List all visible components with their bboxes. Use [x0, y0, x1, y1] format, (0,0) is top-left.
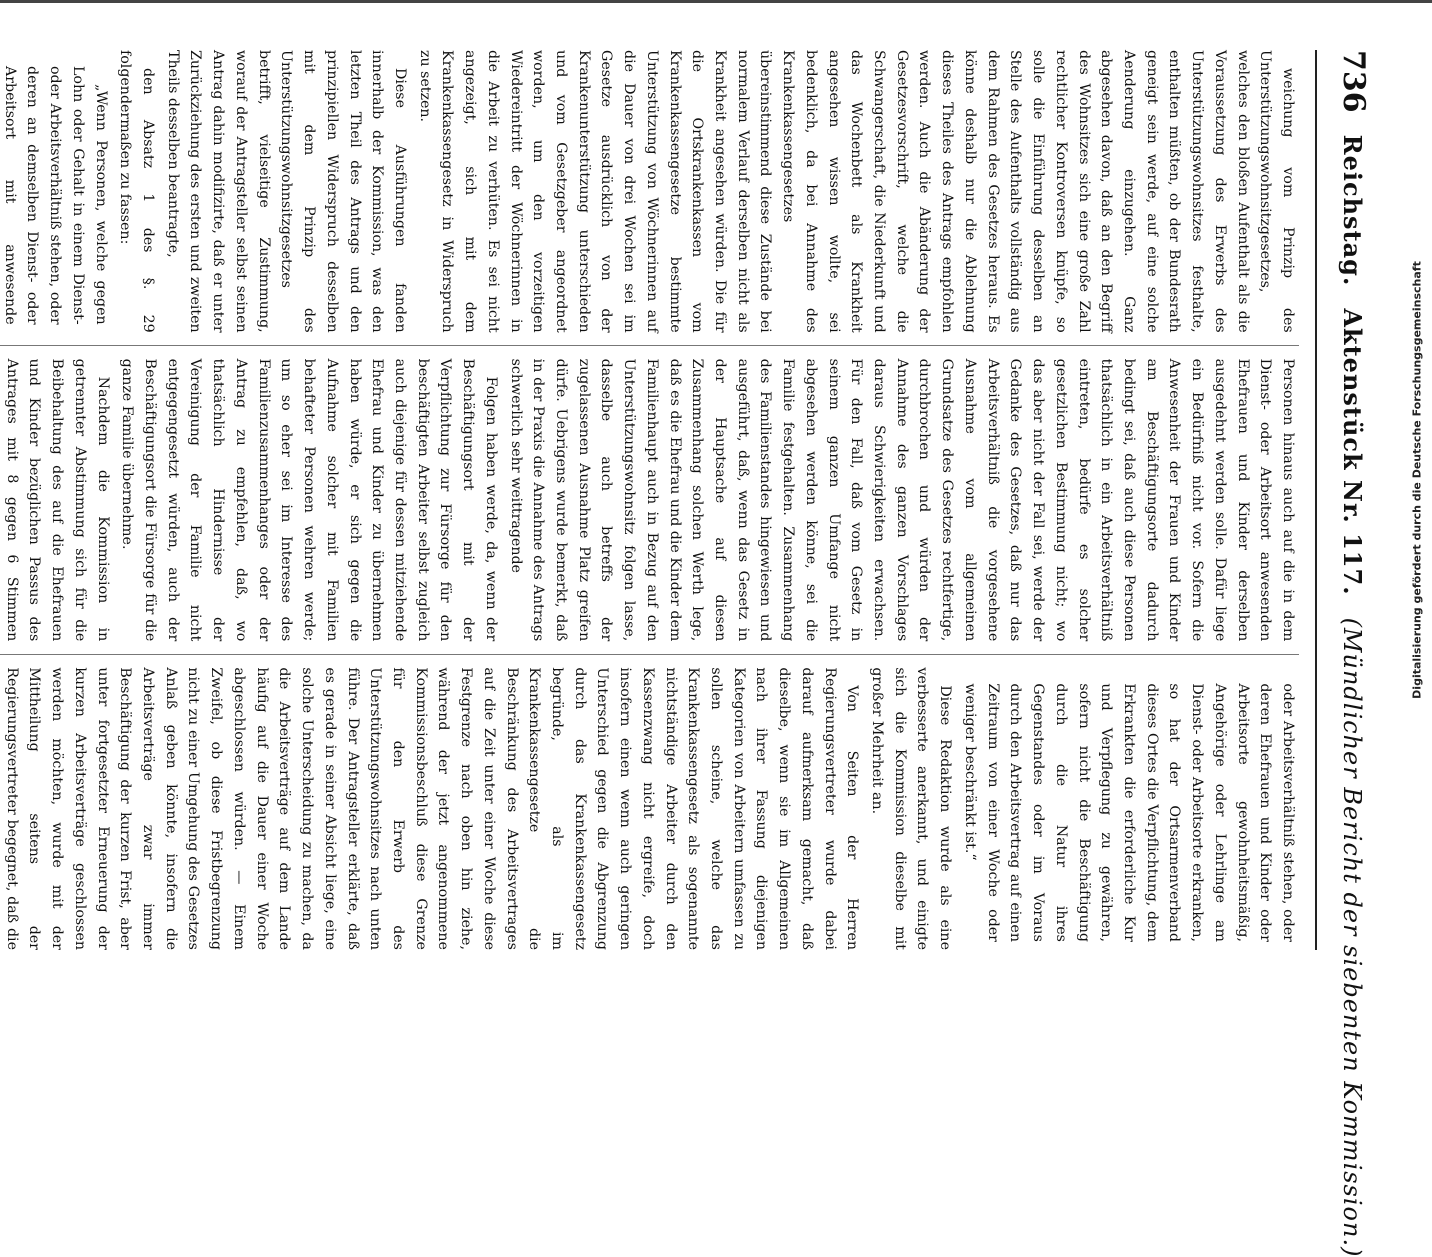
paragraph: Diese Redaktion wurde als eine verbesserte anerkannt, und einigte sich die Kommission dieselbe mit großer Mehrheit an. — [869, 667, 954, 950]
quoted-paragraph: „Wenn Personen, welche gegen Lohn oder Gehalt in einem Dienst- oder Arbeitsverhältniß stehen, oder deren an demselben Dienst- oder Arbeitsort mit anwesende — [1, 66, 109, 325]
paragraph: Folgen haben werde, da, wenn der Beschäftigungsort mit der Verpflichtung zur Fürsorge für den beschäftigten Arbeiter selbst zugleich auch diejenige für dessen mitziehende Ehefrau und Kinder zu übernehmen haben würde, er sich gegen die Aufnahme solcher mit Familien behafteter Personen wehren werde; um so eher sei im Interesse des Familienzusammenhanges oder der Antrag zu empfehlen, daß, wo thatsächlich Hindernisse der Vereinigung der Familie nicht entgegengesetzt würden, auch der Beschäftigungsort die Fürsorge für die ganze Familie übernehme. — [119, 358, 499, 642]
digitization-notice-text: Digitalisierung gefördert durch die Deutsche Forschungsgemeinschaft — [1410, 261, 1424, 699]
scan-edge — [0, 0, 1432, 3]
text-columns — [1, 50, 1299, 950]
digitization-notice — [1405, 30, 1429, 930]
paragraph: Diese Ausführungen fanden innerhalb der Kommission, was den letzten Theil des Antrags und den prinzipiellen Widerspruch desselben mit dem Prinzip des Unterstützungswohnsitzgesetzes betrifft, vielseitige Zustimmung, worauf der Antragsteller selbst seinen Antrag dahin modifizirte, daß er unter Zurückziehung des ersten und zweiten Theils desselben beantragte, — [164, 50, 408, 333]
quoted-paragraph: oder Arbeitsverhältniß stehen, oder deren Ehefrauen und Kinder oder Arbeitsorte gewohnheitsmäßig, Angehörige oder Lehrlinge am Dienst- oder Arbeitsorte erkranken, so hat der Ortsarmenverband dieses Ortes die Verpflichtung, dem Erkrankten die erforderliche Kur und Verpflegung zu gewähren, sofern nicht die Beschäftigung durch die Natur ihres Gegenstandes oder im Voraus durch den Arbeitsvertrag auf einen Zeitraum von einer Woche oder weniger beschränkt ist.“ — [961, 683, 1296, 942]
header-subtitle: (Mündlicher Bericht der siebenten Kommission.) — [1338, 617, 1366, 1257]
page-number: 736 — [1336, 50, 1371, 113]
paragraph: den Absatz 1 des §. 29 folgendermaßen zu fassen: — [117, 50, 157, 333]
header-institution: Reichstag. — [1338, 134, 1367, 287]
paragraph: weichung vom Prinzip des Unterstützungswohnsitzgesetzes, welches den bloßen Aufenthalt als die Voraussetzung des Erwerbs des Unterstützungswohnsitzes festhalte, enthalten müßten, ob der Bundesrath geneigt sein werde, auf eine solche Aenderung einzugehen. Ganz abgesehen davon, daß an den Begriff des Wohnsitzes sich eine große Zahl rechtlicher Kontroversen knüpfe, so solle die Einführung desselben an Stelle des Aufenthalts vollständig aus dem Rahmen des Gesetzes heraus. Es könne deshalb nur die Ablehnung dieses Theiles des Antrags empfohlen werden. Auch die Abänderung der Gesetzesvorschrift, welche die Schwangerschaft, die Niederkunft und das Wochenbett als Krankheit angesehen wissen wollte, sei bedenklich, da bei Annahme des Krankenkassengesetzes übereinstimmend diese Zustände bei normalem Verlauf derselben nicht als Krankheit angesehen würden. Die für die Ortskrankenkassen vom Krankenkassengesetze bestimmte Unterstützung von Wöchnerinnen auf die Dauer von drei Wochen sei im Gesetze ausdrücklich von der Krankenunterstützung unterschieden und vom Gesetzgeber angeordnet worden, um den vorzeitigen Wiedereintritt der Wöchnerinnen in die Arbeit zu verhüten. Es sei nicht angezeigt, sich mit dem Krankenkassengesetz in Widerspruch zu setzen. — [416, 50, 1296, 333]
paragraph: Von Seiten der Herren Regierungsvertreter wurde dabei darauf aufmerksam gemacht, daß dieselbe, wenn sie im Allgemeinen nach ihrer Fassung diejenigen Kategorien von Arbeitern umfassen zu sollen scheine, welche das Krankenkassengesetz als sogenannte nichtständige Arbeiter durch den Kassenzwang nicht ergreife, doch insofern einen wenn auch geringen Unterschied gegen die Abgrenzung durch das Krankenkassengesetz begründe, als im Krankenkassengesetze die Beschränkung des Arbeitsvertrages auf die Zeit unter einer Woche diese Festgrenze nach oben hin ziehe, während der jetzt angenommene Kommissionsbeschluß diese Grenze für den Erwerb des Unterstützungswohnsitzes nach unten führe. Der Antragsteller erklärte, daß es gerade in seiner Absicht liege, eine solche Unterscheidung zu machen, da die Arbeitsverträge auf dem Lande häufig auf die Dauer einer Woche abgeschlossen würden. — Einem Zweifel, ob diese Fristbegrenzung nicht zu einer Umgehung des Gesetzes Anlaß geben könnte, insofern die Arbeitsverträge zwar immer Beschäftigung der kurzen Frist, aber unter fortgesetzter Erneuerung der kurzen Arbeitsverträge geschlossen werden möchten, wurde mit der Mittheilung seitens der Regierungsvertreter begegnet, daß die — [3, 667, 861, 950]
paragraph: Nachdem die Kommission in getrennter Abstimmung sich für die Beibehaltung des auf die Ehefrauen und Kinder bezüglichen Passus des Antrages mit 8 gegen 6 Stimmen — [3, 358, 111, 642]
header-document-number: Aktenstück Nr. 117. — [1338, 308, 1367, 596]
page-header — [1315, 50, 1371, 1257]
paragraph: Personen hinaus auch auf die in dem Dienst- oder Arbeitsort anwesenden Ehefrauen und Kinder derselben ausgedehnt werden solle. Dafür liege ein Bedürfniß nicht vor. Sofern die Anwesenheit der Frauen und Kinder am Beschäftigungsorte dadurch bedingt sei, daß auch diese Personen thatsächlich in ein Arbeitsverhältniß eintreten, bedürfe es solcher gesetzlichen Bestimmung nicht; wo das aber nicht der Fall sei, werde der Gedanke des Gesetzes, daß nur das Arbeitsverhältniß die vorgesehene Ausnahme vom allgemeinen Grundsatze des Gesetzes rechtfertige, durchbrochen und würden der Annahme des ganzen Vorschlages daraus Schwierigkeiten erwachsen. Für den Fall, daß vom Gesetz in seinem ganzen Umfange nicht abgesehen werden könne, sei die Familie festgehalten. Zusammenhang des Familienstandes hingewiesen und ausgeführt, daß, wenn das Gesetz in der Hauptsache auf diesen Zusammenhang solchen Werth lege, daß es die Ehefrau und die Kinder dem Familienhaupt auch in Bezug auf den Unterstützungswohnsitz folgen lasse, dasselbe auch betreffs der zugelassenen Ausnahme Platz greifen dürfe. Uebrigens wurde bemerkt, daß in der Praxis die Annahme des Antrags schwerlich sehr weittragende — [507, 358, 1296, 642]
document-page — [1, 10, 1391, 1257]
